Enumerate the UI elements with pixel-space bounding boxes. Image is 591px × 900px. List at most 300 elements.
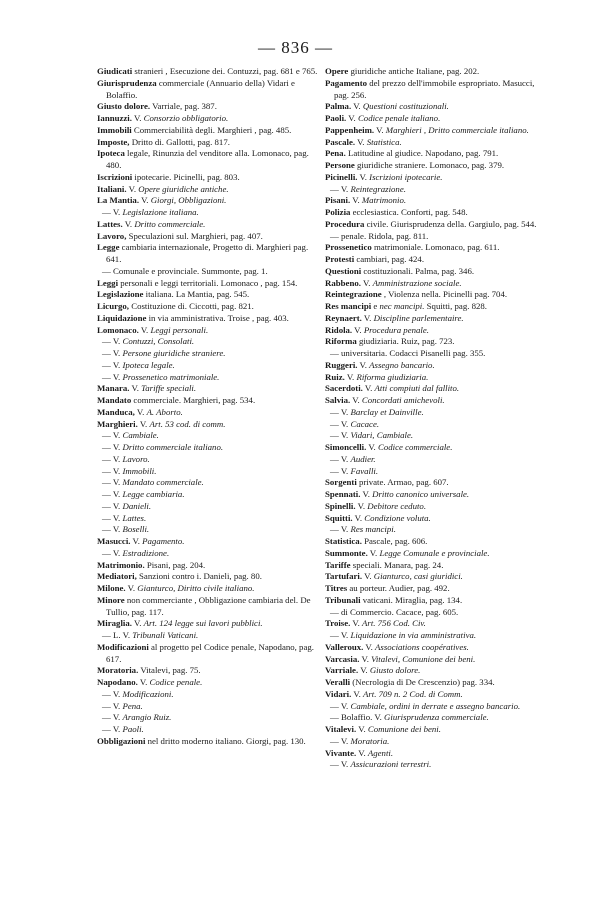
entry-reference: Favalli. [350, 465, 379, 476]
index-entry [325, 383, 550, 395]
entry-text: giuridiche antiche Italiane, pag. 202. [348, 66, 480, 76]
entry-reference: Art. 709 n. 2 Cod. di Comm. [362, 688, 463, 699]
entry-text-after: Squitti, pag. 828. [424, 301, 488, 311]
entry-text: V. [362, 383, 375, 394]
index-entry [325, 736, 550, 748]
entry-reference: Giusto dolore. [369, 665, 421, 676]
entry-reference: Art. 124 legge sui lavori pubblici. [143, 618, 263, 629]
entry-heading: Lattes. [97, 218, 123, 229]
entry-text: V. [125, 583, 138, 593]
index-entry [325, 759, 550, 771]
entry-text: V. [355, 500, 368, 511]
entry-heading: Sorgenti [325, 477, 357, 488]
entry-reference: Ipoteca legale. [122, 359, 175, 370]
entry-reference: Atti compiuti dal fallito. [374, 383, 460, 394]
entry-heading: Polizia [325, 207, 351, 217]
index-entry [97, 137, 319, 149]
index-entry [325, 125, 550, 137]
entry-text: — V. [102, 500, 123, 511]
entry-heading: Matrimonio. [97, 559, 145, 570]
index-entry [325, 442, 550, 454]
entry-heading: Persone [325, 160, 355, 170]
entry-heading: Salvia. [325, 395, 351, 405]
entry-text: Varriale, pag. 387. [150, 101, 217, 112]
index-entry [97, 383, 319, 395]
entry-text: V. [129, 383, 142, 394]
entry-reference: Cacace. [350, 418, 380, 429]
entry-heading: Pena. [325, 148, 346, 159]
index-entry [325, 137, 550, 149]
entry-text: — V. [102, 336, 123, 347]
index-entry [97, 313, 319, 325]
index-entry [325, 536, 550, 548]
index-entry [325, 231, 550, 243]
index-column-right [325, 66, 550, 771]
entry-reference: Contuzzi, Consolati. [122, 336, 195, 347]
index-entry [325, 548, 550, 560]
index-entry [325, 336, 550, 348]
index-entry [97, 395, 319, 407]
index-entry [97, 477, 319, 489]
entry-heading: Marghieri. [97, 418, 138, 429]
entry-reference: Pagamento. [142, 536, 185, 546]
index-entry [325, 701, 550, 713]
entry-text: Sanzioni contro i. Danieli, pag. 80. [136, 571, 262, 582]
entry-text: commerciale (Annuario della) Vidari e Bolaffio. [106, 77, 295, 100]
entry-text: — V. [330, 453, 351, 464]
entry-text: in via amministrativa. Troise , pag. 403. [146, 312, 289, 323]
entry-heading: Spinelli. [325, 500, 356, 511]
index-entry [97, 501, 319, 513]
entry-text: Latitudine al giudice. Napodano, pag. 791. [345, 148, 499, 159]
entry-reference: Amministrazione sociale. [372, 277, 462, 288]
index-entry [97, 231, 319, 243]
entry-text: personali e leggi territoriali. Lomonaco , pag. 154. [118, 277, 298, 288]
entry-reference: Legge Comunale e provinciale. [379, 547, 490, 558]
page-number: — 836 — [258, 38, 333, 57]
entry-heading: Lavoro, [97, 230, 127, 241]
entry-heading: Pascale. [325, 136, 356, 147]
entry-text: — V. [102, 359, 123, 370]
entry-reference: Assicurazioni terrestri. [350, 759, 432, 770]
entry-text: giudiziaria. Ruiz, pag. 723. [356, 336, 455, 347]
entry-heading: Licurgo, [97, 301, 130, 311]
entry-text: — V. [102, 442, 123, 452]
entry-heading: Spennati. [325, 489, 361, 499]
entry-text: — V. [330, 465, 351, 476]
index-entry [325, 607, 550, 619]
entry-text: V. [357, 359, 370, 370]
entry-text: V. [356, 724, 368, 734]
entry-reference: Reintegrazione. [350, 183, 406, 194]
index-entry [325, 571, 550, 583]
index-entry [325, 665, 550, 677]
index-entry [97, 665, 319, 677]
entry-reference: Liquidazione in via amministrativa. [350, 630, 477, 640]
entry-text: stranieri , Esecuzione dei. Contuzzi, pag. 681 e 765. [132, 66, 318, 76]
entry-text: — V. [330, 759, 351, 770]
entry-text: — V. [102, 512, 123, 523]
index-entry [97, 736, 319, 748]
entry-text: — universitaria. Codacci Pisanelli pag. 355. [330, 348, 486, 358]
entry-heading: Vivante. [325, 747, 357, 758]
index-entry [325, 301, 550, 313]
entry-heading: Pisani. [325, 195, 351, 206]
index-entry [97, 78, 319, 102]
entry-reference: Barclay et Dainville. [350, 406, 424, 417]
index-entry [97, 442, 319, 454]
entry-text: V. [361, 312, 374, 323]
entry-text: V. [134, 406, 147, 417]
index-entry [97, 489, 319, 501]
entry-heading: Iannuzzi. [97, 113, 132, 123]
index-entry [97, 125, 319, 137]
entry-text: V. [367, 547, 380, 558]
entry-reference: Procedura penale. [363, 324, 429, 335]
entry-text: V. [362, 571, 374, 582]
entry-text: V. [137, 418, 150, 429]
entry-reference: Gianturco, casi giuridici. [373, 571, 463, 582]
entry-text: V. [363, 641, 376, 652]
entry-heading: Obbligazioni [97, 735, 146, 746]
entry-heading: La Mantia. [97, 195, 140, 206]
entry-reference: Concordati amichevoli. [361, 395, 445, 405]
entry-reference: Pena. [122, 700, 143, 711]
entry-heading: Titres [325, 583, 348, 593]
index-entry [325, 748, 550, 760]
entry-heading: Picinelli. [325, 171, 358, 182]
index-entry [325, 560, 550, 572]
entry-text: V. [360, 277, 373, 288]
entry-heading: Riforma [325, 336, 357, 347]
index-entry [97, 207, 319, 219]
entry-reference: Questioni costituzionali. [362, 101, 449, 112]
entry-text: V. [360, 489, 373, 499]
entry-text: V. [350, 395, 362, 405]
entry-reference: Res mancipi. [350, 524, 396, 535]
index-entry [97, 618, 319, 630]
entry-text: — V. [330, 406, 351, 417]
entry-reference: Moratoria. [350, 735, 390, 746]
entry-text: V. [366, 442, 378, 452]
entry-heading: Opere [325, 66, 349, 76]
index-entry [97, 219, 319, 231]
index-entry [97, 278, 319, 290]
entry-heading: Imposte, [97, 136, 130, 147]
entry-reference: Vidari, Cambiale. [350, 430, 414, 441]
entry-reference: Dritto commerciale italiano. [122, 442, 224, 452]
entry-text: legale, Rinunzia del venditore alla. Lomonaco, pag. 480. [106, 148, 309, 170]
entry-text: cambiari, pag. 424. [354, 254, 425, 264]
index-entry [97, 348, 319, 360]
index-entry [325, 289, 550, 301]
index-entry [97, 677, 319, 689]
entry-text: — V. [330, 630, 351, 640]
entry-heading: Ruggeri. [325, 359, 358, 370]
index-entry [97, 101, 319, 113]
index-entry [325, 513, 550, 525]
entry-text: vaticani. Miraglia, pag. 134. [360, 594, 463, 605]
index-entry [325, 395, 550, 407]
index-entry [325, 266, 550, 278]
entry-reference: Statistica. [366, 136, 402, 147]
entry-reference: Marghieri , Dritto commerciale italiano. [385, 124, 529, 135]
entry-text: V. [350, 195, 362, 206]
index-entry [325, 372, 550, 384]
index-entry [325, 724, 550, 736]
entry-text: — V. [330, 700, 351, 711]
entry-heading: Statistica. [325, 536, 362, 546]
entry-heading: Varriale. [325, 665, 359, 676]
entry-text: nel dritto moderno italiano. Giorgi, pag. 130. [145, 735, 306, 746]
index-entry [325, 618, 550, 630]
entry-text: Speculazioni sul. Marghieri, pag. 407. [126, 230, 263, 241]
entry-heading: Legge [97, 242, 120, 253]
entry-reference: Codice commerciale. [377, 442, 453, 452]
index-entry [325, 524, 550, 536]
entry-text: V. [131, 113, 144, 123]
index-entry [97, 513, 319, 525]
entry-text: giuridiche straniere. Lomonaco, pag. 379. [354, 160, 505, 170]
index-entry [97, 66, 319, 78]
index-entry [97, 454, 319, 466]
entry-text: Vitalevi, pag. 75. [138, 665, 201, 676]
entry-reference: Iscrizioni ipotecarie. [369, 171, 443, 182]
entry-heading: Ruiz. [325, 371, 345, 382]
entry-text: — di Commercio. Cacace, pag. 605. [330, 606, 459, 617]
entry-text: (Necrologia di De Crescenzio) pag. 334. [350, 677, 495, 687]
entry-heading: Leggi [97, 277, 119, 288]
index-entry [325, 278, 550, 290]
index-entry [97, 266, 319, 278]
index-entry [325, 689, 550, 701]
entry-heading: Legislazione [97, 289, 144, 300]
entry-heading: Masucci. [97, 536, 131, 546]
index-entry [97, 419, 319, 431]
entry-text: speciali. Manara, pag. 24. [350, 559, 444, 570]
entry-text: — Bolaffio. V. [330, 712, 385, 723]
entry-text: — V. [330, 524, 351, 535]
entry-heading: Ipoteca [97, 148, 125, 159]
entry-text: e [371, 301, 380, 311]
entry-heading: Sacerdoti. [325, 383, 363, 394]
index-entry [97, 536, 319, 548]
entry-reference: Cambiale. [122, 430, 159, 441]
index-entry [97, 301, 319, 313]
entry-heading: Reynaert. [325, 312, 362, 323]
entry-text: V. [351, 688, 363, 699]
entry-text: Pascale, pag. 606. [361, 536, 428, 546]
entry-text: — V. [102, 700, 123, 711]
entry-reference: Audier. [350, 453, 376, 464]
index-entry [97, 560, 319, 572]
index-entry [325, 489, 550, 501]
entry-heading: Pappenheim. [325, 124, 375, 135]
entry-reference: Assegno bancario. [369, 359, 435, 370]
entry-heading: Miraglia. [97, 618, 132, 629]
index-entry [325, 172, 550, 184]
entry-text: Pisani, pag. 204. [144, 559, 206, 570]
entry-text: Dritto di. Gallotti, pag. 817. [129, 136, 230, 147]
index-entry [97, 724, 319, 736]
index-entry [325, 595, 550, 607]
entry-heading: Vidari. [325, 688, 352, 699]
entry-reference: Riforma giudiziaria. [356, 371, 429, 382]
index-entry [325, 583, 550, 595]
entry-text: V. [346, 113, 358, 123]
entry-text: Commerciabilità degli. Marghieri , pag. 485. [131, 124, 292, 135]
entry-text: V. [137, 677, 150, 687]
index-entry [97, 195, 319, 207]
entry-reference: Boselli. [122, 524, 150, 535]
index-entry [97, 701, 319, 713]
entry-text: — V. [102, 724, 123, 734]
entry-reference: Art. 756 Cod. Civ. [362, 618, 426, 629]
entry-text: al progetto pel Codice penale, Napodano, pag. 617. [106, 641, 314, 664]
entry-text: V. [126, 183, 139, 194]
entry-reference: Agenti. [367, 747, 394, 758]
entry-heading: Varcasia. [325, 653, 360, 664]
index-entry [325, 348, 550, 360]
entry-reference: Danieli. [122, 500, 152, 511]
entry-text: V. [359, 653, 372, 664]
index-entry [97, 524, 319, 536]
entry-reference: Leggi personali. [150, 324, 209, 335]
entry-heading: Res mancipi [325, 301, 372, 311]
index-entry [325, 466, 550, 478]
entry-reference: Persone giuridiche straniere. [122, 348, 226, 358]
entry-heading: Iscrizioni [97, 171, 133, 182]
entry-text: — V. [330, 430, 351, 441]
entry-text: private. Armao, pag. 607. [356, 477, 449, 488]
entry-text: commerciale. Marghieri, pag. 534. [131, 395, 256, 405]
index-entry [325, 642, 550, 654]
entry-heading: Vitalevi. [325, 724, 357, 734]
entry-text: — V. [102, 465, 123, 476]
entry-heading: Manara. [97, 383, 130, 394]
entry-text: , Violenza nella. Picinelli pag. 704. [381, 289, 508, 300]
entry-text: V. [122, 218, 135, 229]
index-entry [97, 372, 319, 384]
entry-heading: Napodano. [97, 677, 138, 687]
entry-reference: Discipline parlementaire. [373, 312, 464, 323]
entry-heading: Procedura [325, 218, 365, 229]
entry-text: — penale. Ridola, pag. 811. [330, 230, 429, 241]
entry-heading: Questioni [325, 265, 362, 276]
entry-reference: Legge cambiaria. [122, 489, 185, 499]
entry-reference: Estradizione. [122, 547, 170, 558]
index-entry [97, 466, 319, 478]
entry-text: — V. [102, 371, 123, 382]
entry-text: V. [357, 171, 370, 182]
entry-heading: Pagamento [325, 77, 368, 88]
index-entry [325, 113, 550, 125]
entry-text: V. [352, 512, 365, 523]
entry-text: — V. [102, 489, 123, 499]
entry-text: costituzionali. Palma, pag. 346. [361, 265, 475, 276]
index-entry [97, 630, 319, 642]
index-entry [325, 78, 550, 102]
index-entry [325, 454, 550, 466]
index-entry [325, 677, 550, 689]
index-entry [97, 113, 319, 125]
entry-heading: Mediatori, [97, 571, 137, 582]
entry-reference: Lavoro. [122, 453, 150, 464]
entry-reference: Giorgi, Obbligazioni. [150, 195, 227, 206]
entry-text: — V. [102, 712, 123, 723]
index-entry [97, 407, 319, 419]
index-entry [325, 219, 550, 231]
entry-text: V. [356, 747, 368, 758]
index-entry [325, 501, 550, 513]
entry-heading: Giudicati [97, 66, 133, 76]
entry-heading: Italiani. [97, 183, 127, 194]
index-entry [325, 66, 550, 78]
index-entry [97, 172, 319, 184]
entry-heading: Rabbeno. [325, 277, 361, 288]
entry-heading: Minore [97, 594, 125, 605]
index-entry [97, 689, 319, 701]
entry-text: — V. [102, 348, 123, 358]
entry-heading: Tartufari. [325, 571, 363, 582]
entry-heading: Immobili [97, 124, 132, 135]
entry-text: — V. [102, 688, 123, 699]
entry-text: — V. [330, 735, 351, 746]
entry-reference: Arangio Ruiz. [122, 712, 172, 723]
entry-reference: Cambiale, ordini in derrate e assegno bancario. [350, 700, 521, 711]
entry-text: ecclesiastica. Conforti, pag. 548. [350, 207, 468, 217]
entry-heading: Modificazioni [97, 641, 149, 652]
index-entry [325, 242, 550, 254]
entry-heading: Simoncelli. [325, 442, 367, 452]
entry-text: — V. [102, 207, 123, 217]
entry-heading: Paoli. [325, 113, 347, 123]
entry-reference: Paoli. [122, 724, 144, 734]
index-entry [97, 148, 319, 172]
index-entry [325, 254, 550, 266]
entry-text: italiana. La Mantia, pag. 545. [143, 289, 250, 300]
entry-heading: Mandato [97, 395, 132, 405]
entry-reference: A. Aborto. [146, 406, 183, 417]
entry-reference: Prossenetico matrimoniale. [122, 371, 220, 382]
entry-reference: Codice penale. [149, 677, 203, 687]
index-entry [97, 712, 319, 724]
entry-heading: Prossenetico [325, 242, 372, 253]
entry-heading: Palma. [325, 101, 352, 112]
index-entry [97, 595, 319, 619]
entry-text: V. [350, 618, 363, 629]
index-entry [325, 313, 550, 325]
entry-reference: Lattes. [122, 512, 147, 523]
entry-text: Costituzione di. Ciccotti, pag. 821. [129, 301, 254, 311]
index-entry [97, 336, 319, 348]
entry-text: ipotecarie. Picinelli, pag. 803. [132, 171, 240, 182]
index-entry [325, 160, 550, 172]
index-entry [325, 101, 550, 113]
entry-heading: Reintegrazione [325, 289, 382, 300]
entry-reference: Associations coopératives. [375, 641, 469, 652]
entry-reference: Debitore ceduto. [367, 500, 427, 511]
entry-reference: Modificazioni. [122, 688, 174, 699]
entry-reference: Mandato commerciale. [122, 477, 204, 488]
entry-text: non commerciante , Obbligazione cambiaria del. De Tullio, pag. 117. [106, 594, 311, 617]
entry-heading: Liquidazione [97, 312, 147, 323]
index-entry [325, 407, 550, 419]
entry-reference: Gianturco, Diritto civile italiano. [137, 583, 255, 593]
entry-reference: Tariffe speciali. [141, 383, 197, 394]
index-entry [97, 242, 319, 266]
entry-text: — L. V. [102, 630, 133, 640]
